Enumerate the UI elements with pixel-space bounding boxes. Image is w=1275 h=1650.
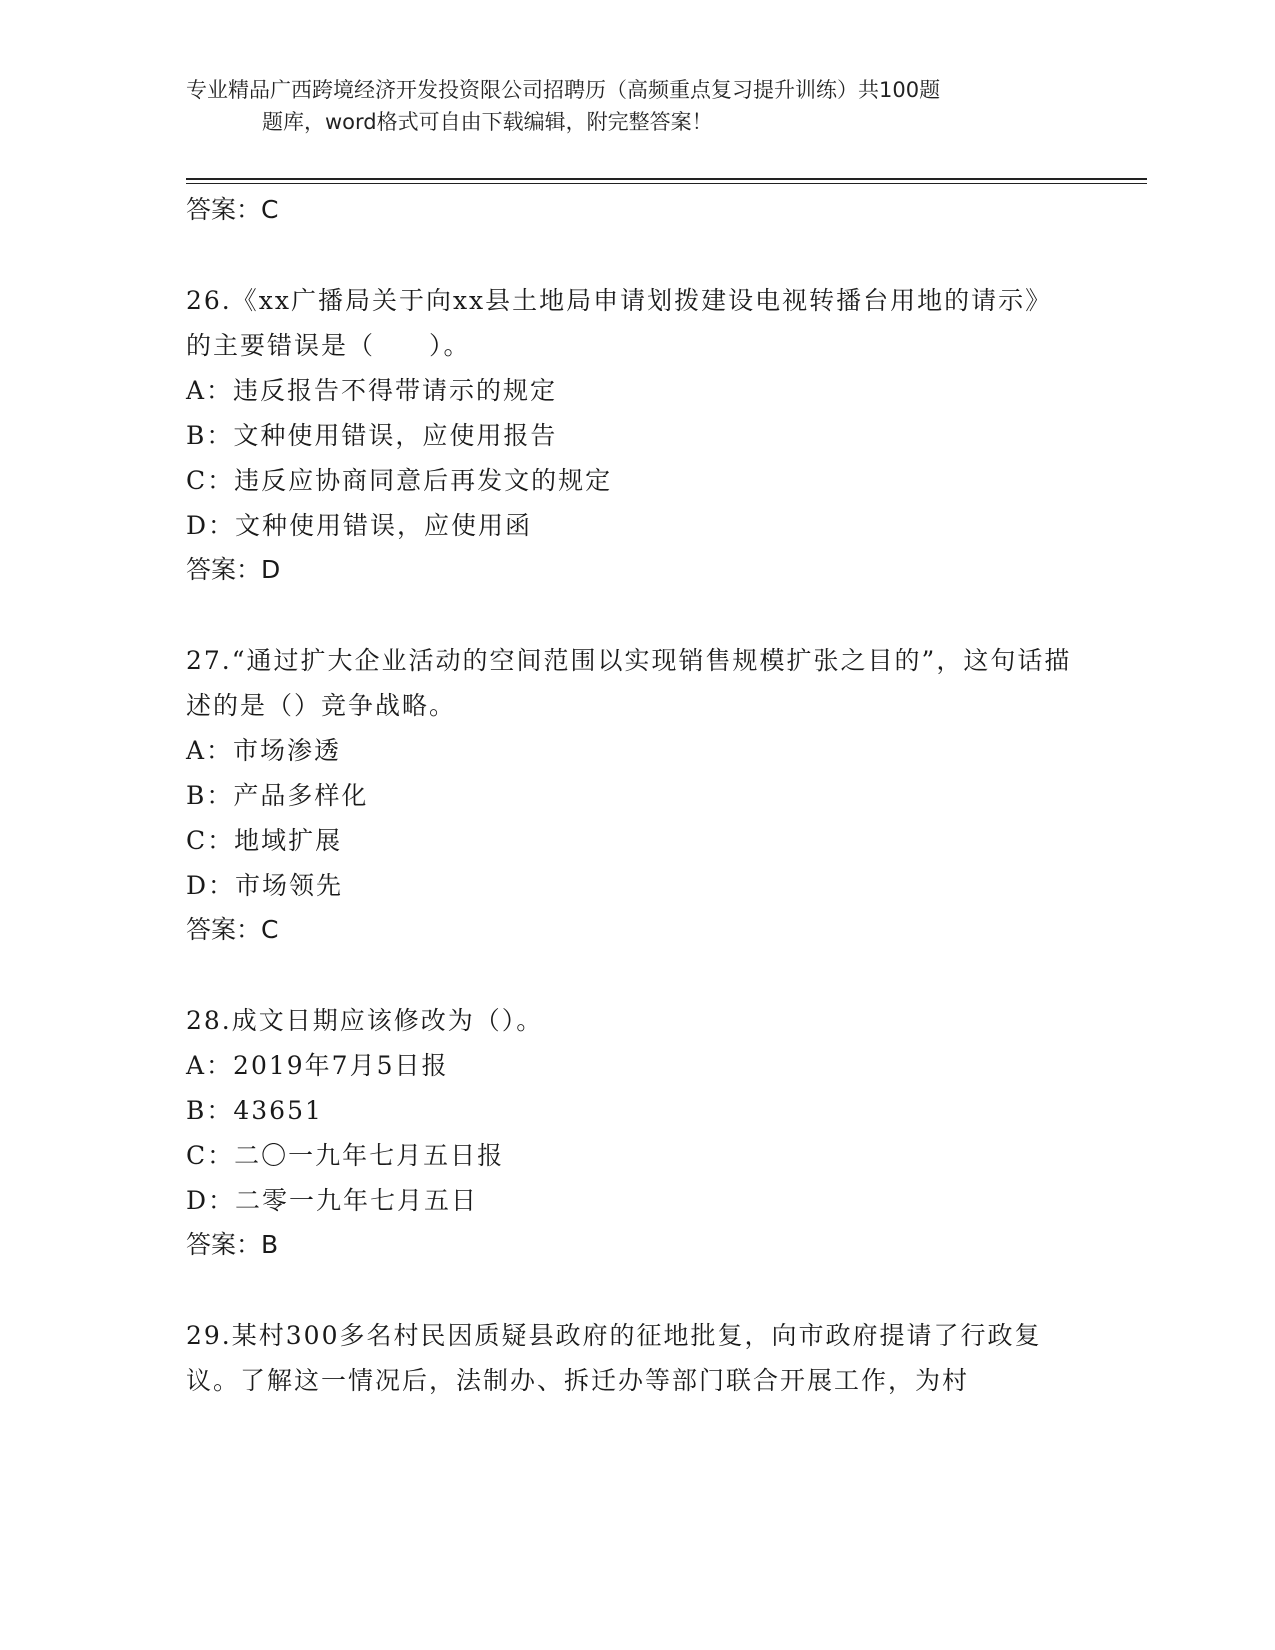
answer-line: 答案：C [186, 195, 279, 224]
option-b: B：文种使用错误，应使用报告 [186, 421, 558, 450]
answer-line: 答案：B [186, 1230, 279, 1259]
header-title-line-2: 题库，word格式可自由下载编辑，附完整答案！ [262, 110, 713, 134]
option-c: C：二〇一九年七月五日报 [186, 1141, 505, 1170]
option-c: C：违反应协商同意后再发文的规定 [186, 466, 613, 495]
question-item [186, 998, 1076, 1267]
option-b: B：产品多样化 [186, 781, 369, 810]
answer-line: 答案：D [186, 555, 281, 584]
header-divider-thick [186, 178, 1147, 180]
answer-line: 答案：C [186, 915, 279, 944]
option-d: D：市场领先 [186, 871, 344, 900]
option-a: A：违反报告不得带请示的规定 [186, 376, 558, 405]
option-a: A：2019年7月5日报 [186, 1051, 449, 1080]
option-b: B：43651 [186, 1096, 323, 1125]
option-a: A：市场渗透 [186, 736, 342, 765]
question-stem: 26.《xx广播局关于向xx县土地局申请划拨建设电视转播台用地的请示》的主要错误是（ ）。 [186, 286, 1053, 360]
question-item [186, 278, 1076, 592]
header-divider-thin [186, 183, 1147, 184]
question-list [186, 188, 1076, 1403]
page-header [186, 74, 1086, 138]
question-item [186, 638, 1076, 952]
header-title-line-1: 专业精品广西跨境经济开发投资限公司招聘历（高频重点复习提升训练）共100题 [186, 78, 941, 102]
option-c: C：地域扩展 [186, 826, 343, 855]
question-item [186, 1313, 1076, 1403]
question-stem: 29.某村300多名村民因质疑县政府的征地批复，向市政府提请了行政复议。了解这一情况后，法制办、拆迁办等部门联合开展工作，为村 [186, 1321, 1042, 1395]
option-d: D：二零一九年七月五日 [186, 1186, 479, 1215]
question-stem: 27.“通过扩大企业活动的空间范围以实现销售规模扩张之目的”，这句话描述的是（）竞争战略。 [186, 646, 1072, 720]
option-d: D：文种使用错误，应使用函 [186, 511, 533, 540]
question-stem: 28.成文日期应该修改为（）。 [186, 1006, 544, 1035]
